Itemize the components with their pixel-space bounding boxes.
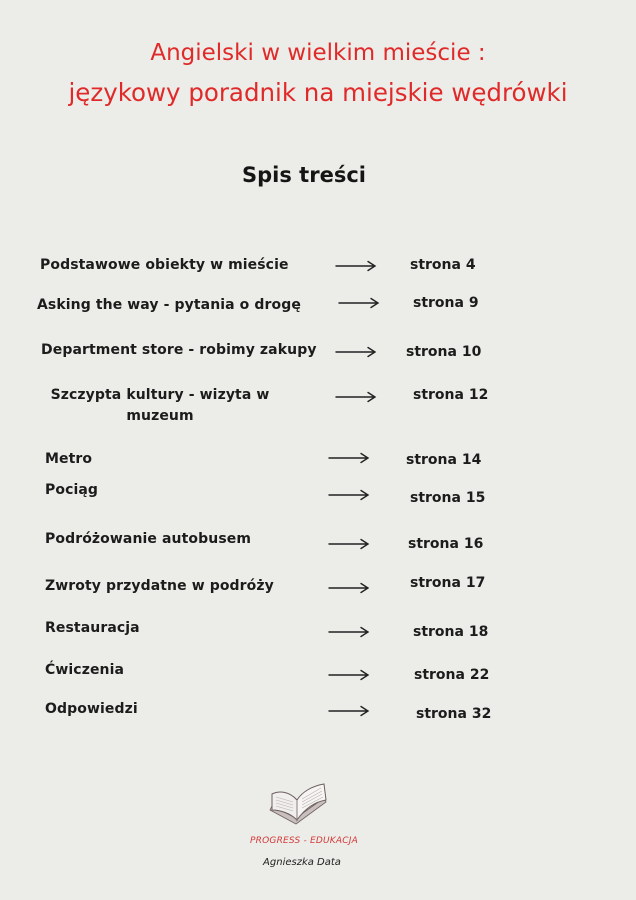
arrow-right-icon [328,489,370,501]
toc-item-page: strona 9 [413,295,479,311]
toc-item-page: strona 32 [416,706,492,722]
title-line-1: Angielski w wielkim mieście : [150,40,486,66]
toc-heading: Spis treści [242,163,366,187]
toc-item-page: strona 14 [406,452,482,468]
toc-item-page: strona 17 [410,575,486,591]
arrow-right-icon [335,346,377,358]
arrow-right-icon [328,582,370,594]
brand-name: PROGRESS - EDUKACJA [250,836,358,846]
arrow-right-icon [328,626,370,638]
toc-item-label: Department store - robimy zakupy [41,342,317,358]
toc-item-page: strona 4 [410,257,476,273]
author-name: Agnieszka Data [263,857,341,868]
open-book-icon [266,780,332,828]
toc-item-label: Asking the way - pytania o drogę [37,297,301,313]
toc-item-label: Restauracja [45,620,140,636]
arrow-right-icon [338,297,380,309]
toc-item-label: Podróżowanie autobusem [45,531,252,547]
arrow-right-icon [328,452,370,464]
toc-item-label: Odpowiedzi [45,701,138,717]
arrow-right-icon [335,391,377,403]
toc-item-page: strona 18 [413,624,489,640]
toc-item-page: strona 15 [410,490,486,506]
arrow-right-icon [328,538,370,550]
arrow-right-icon [328,669,370,681]
toc-item-page: strona 16 [408,536,484,552]
toc-item-label: Zwroty przydatne w podróży [45,578,274,594]
title-line-2: językowy poradnik na miejskie wędrówki [68,78,568,107]
toc-item-page: strona 12 [413,387,489,403]
toc-item-label: Metro [45,451,93,467]
arrow-right-icon [335,260,377,272]
arrow-right-icon [328,705,370,717]
toc-item-label: Pociąg [45,482,99,498]
toc-item-label: Ćwiczenia [45,662,125,678]
toc-item-page: strona 22 [414,667,490,683]
toc-item-label: Szczypta kultury - wizyta w muzeum [50,387,270,424]
toc-item-label: Podstawowe obiekty w mieście [40,257,289,273]
toc-item-page: strona 10 [406,344,482,360]
